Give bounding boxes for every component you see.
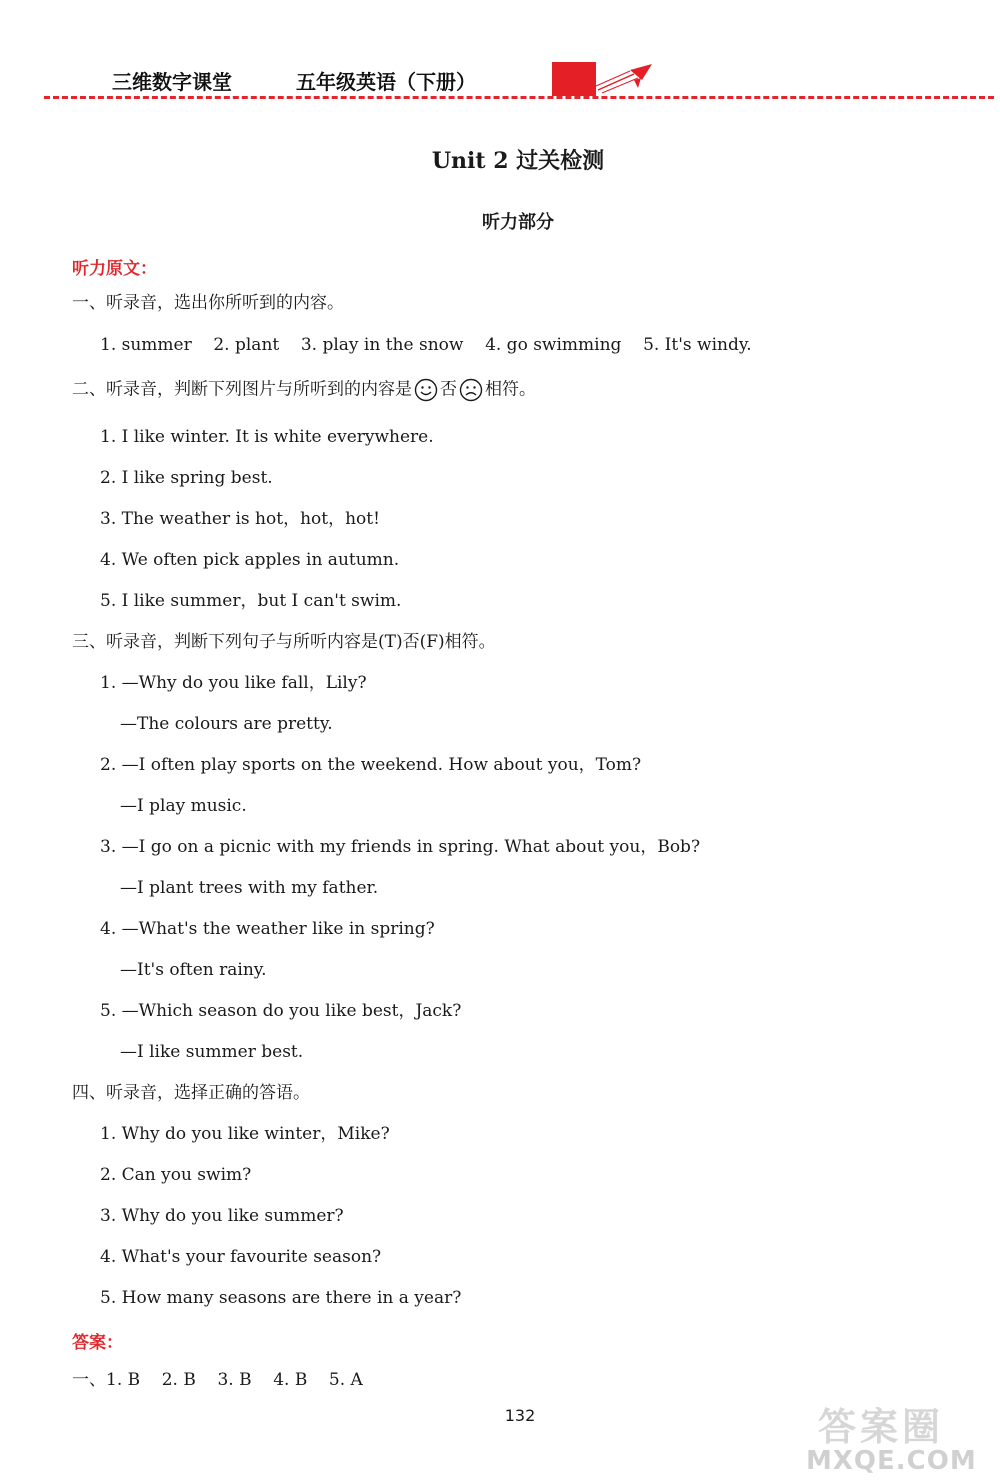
- transcript-label: 听力原文：: [72, 259, 157, 279]
- section-4-item-3: 3. Why do you like summer?: [100, 1206, 344, 1226]
- section-1-heading: 一、听录音，选出你所听到的内容。: [72, 293, 344, 313]
- section-1-item-1: 1. summer: [100, 335, 192, 355]
- section-3-heading: 三、听录音，判断下列句子与所听内容是(T)否(F)相符。: [72, 632, 496, 652]
- watermark-domain-text: MXQE.COM: [806, 1446, 977, 1476]
- header-red-block: [552, 62, 596, 96]
- section-4-item-1: 1. Why do you like winter，Mike?: [100, 1124, 390, 1144]
- site-watermark: [798, 1394, 994, 1480]
- section-1-item-5: 5. It's windy.: [643, 335, 752, 355]
- book-grade-title: 五年级英语（下册）: [296, 70, 476, 94]
- watermark-logo-text: 答案圈: [818, 1405, 945, 1449]
- section-1-items: [100, 334, 752, 356]
- section-2-heading-post: 相符。: [485, 379, 536, 400]
- section-3-item-2-answer: —I play music.: [120, 796, 247, 816]
- section-2-item-1: 1. I like winter. It is white everywhere.: [100, 427, 434, 447]
- section-3-item-3-answer: —I plant trees with my father.: [120, 878, 379, 898]
- page-number: 132: [504, 1406, 536, 1425]
- answers-label: 答案：: [72, 1333, 123, 1353]
- section-2-heading: [72, 378, 536, 402]
- section-2-item-3: 3. The weather is hot，hot，hot!: [100, 509, 380, 529]
- section-3-item-5-question: 5. —Which season do you like best，Jack?: [100, 1001, 462, 1021]
- rocket-icon: [594, 60, 654, 96]
- section-4-item-5: 5. How many seasons are there in a year?: [100, 1288, 462, 1308]
- section-2-item-2: 2. I like spring best.: [100, 468, 273, 488]
- section-2-heading-pre: 二、听录音，判断下列图片与所听到的内容是: [72, 379, 412, 400]
- section-2-item-5: 5. I like summer，but I can't swim.: [100, 591, 402, 611]
- section-4-heading: 四、听录音，选择正确的答语。: [72, 1083, 310, 1103]
- section-3-item-3-question: 3. —I go on a picnic with my friends in spring. What about you，Bob?: [100, 837, 701, 857]
- section-3-item-1-question: 1. —Why do you like fall，Lily?: [100, 673, 367, 693]
- section-2-heading-mid: 否: [440, 379, 457, 400]
- book-series-title: 三维数字课堂: [112, 70, 232, 94]
- section-3-item-4-answer: —It's often rainy.: [120, 960, 267, 980]
- section-3-item-4-question: 4. —What's the weather like in spring?: [100, 919, 435, 939]
- section-2-item-4: 4. We often pick apples in autumn.: [100, 550, 400, 570]
- section-3-item-2-question: 2. —I often play sports on the weekend. How about you，Tom?: [100, 755, 642, 775]
- sad-face-icon: [459, 378, 483, 402]
- page-header: [0, 0, 1000, 110]
- section-4-item-4: 4. What's your favourite season?: [100, 1247, 382, 1267]
- smiley-face-icon: [414, 378, 438, 402]
- answers-section-1: 一、1. B 2. B 3. B 4. B 5. A: [72, 1370, 363, 1390]
- section-1-item-3: 3. play in the snow: [300, 335, 464, 355]
- listening-part-subtitle: 听力部分: [482, 212, 554, 233]
- header-dashed-rule: [44, 96, 994, 99]
- section-3-item-1-answer: —The colours are pretty.: [120, 714, 333, 734]
- unit-test-title: Unit 2 过关检测: [431, 148, 605, 174]
- section-1-item-4: 4. go swimming: [485, 335, 622, 355]
- section-4-item-2: 2. Can you swim?: [100, 1165, 252, 1185]
- section-1-item-2: 2. plant: [213, 335, 280, 355]
- section-3-item-5-answer: —I like summer best.: [120, 1042, 304, 1062]
